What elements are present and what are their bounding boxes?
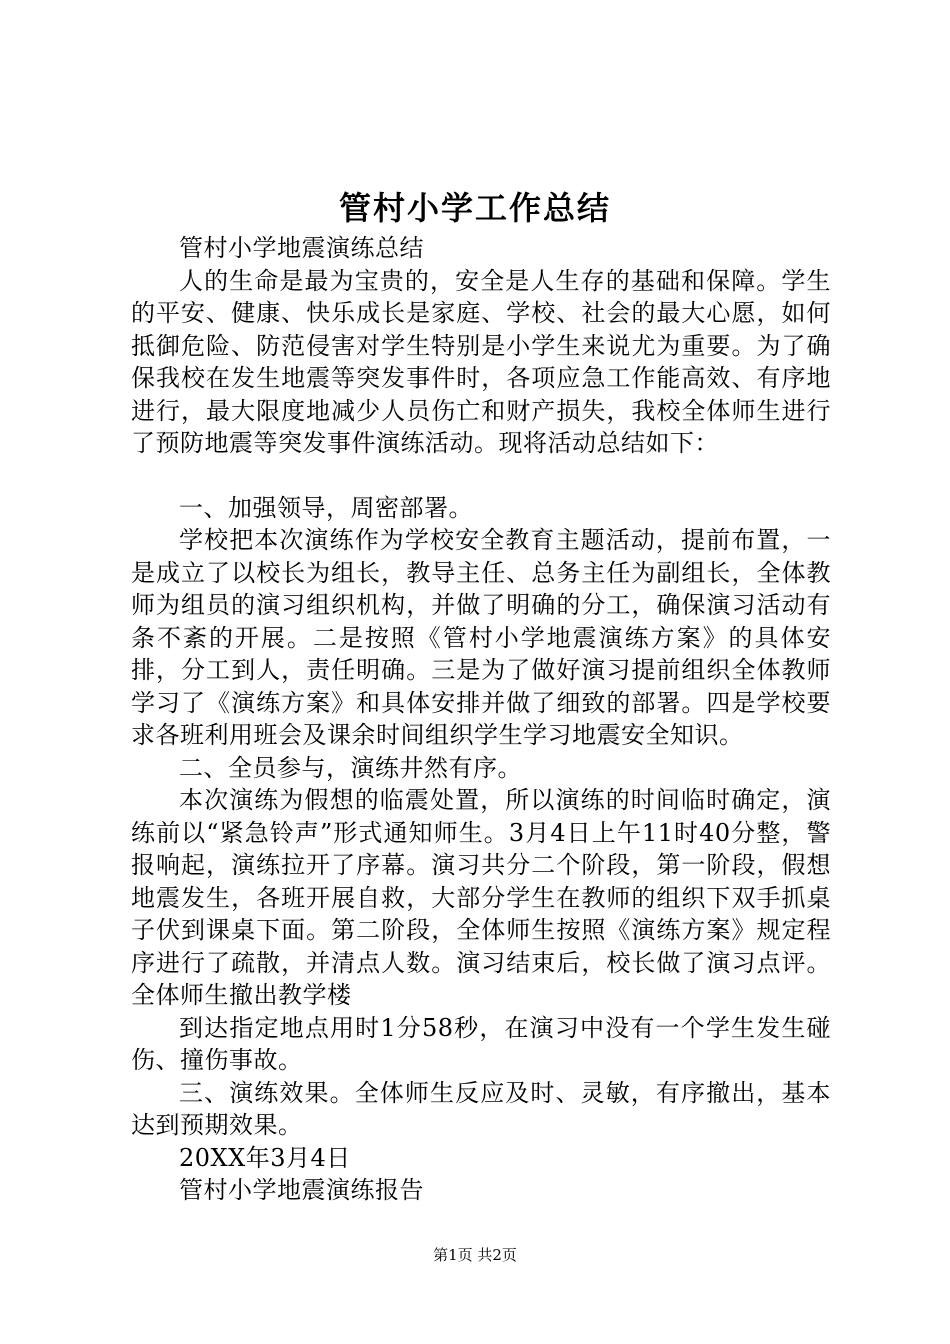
paragraph-date: 20XX年3月4日 bbox=[179, 1143, 351, 1172]
section-heading-2: 二、全员参与，演练井然有序。 bbox=[179, 753, 522, 782]
paragraph-intro: 人的生命是最为宝贵的，安全是人生存的基础和保障。学生的平安、健康、快乐成长是家庭、学校、社会的最大心愿，如何抵御危险、防范侵害对学生特别是小学生来说尤为重要。为了确保我校在发生地震等突发事件时，各项应急工作能高效、有序地进行，最大限度地减少人员伤亡和财产损失，我校全体师生进行了预防地震等突发事件演练活动。现将活动总结如下： bbox=[131, 266, 831, 457]
paragraph-section-2: 本次演练为假想的临震处置，所以演练的时间临时确定，演练前以“紧急铃声”形式通知师生。3月4日上午11时40分整，警报响起，演练拉开了序幕。演习共分二个阶段，第一阶段，假想地震发生，各班开展自救，大部分学生在教师的组织下双手抓桌子伏到课桌下面。第二阶段，全体师生按照《演练方案》规定程序进行了疏散，并清点人数。演习结束后，校长做了演习点评。全体师生撤出教学楼 bbox=[131, 786, 831, 1009]
paragraph-section-1: 学校把本次演练作为学校安全教育主题活动，提前布置，一是成立了以校长为组长，教导主任、总务主任为副组长，全体教师为组员的演习组织机构，并做了明确的分工，确保演习活动有条不紊的开展。二是按照《管村小学地震演练方案》的具体安排，分工到人，责任明确。三是为了做好演习提前组织全体教师学习了《演练方案》和具体安排并做了细致的部署。四是学校要求各班利用班会及课余时间组织学生学习地震安全知识。 bbox=[131, 526, 831, 749]
paragraph-report-title: 管村小学地震演练报告 bbox=[179, 1176, 424, 1204]
paragraph-section-2-continued: 到达指定地点用时1分58秒，在演习中没有一个学生发生碰伤、撞伤事故。 bbox=[131, 1013, 831, 1074]
section-heading-1: 一、加强领导，周密部署。 bbox=[179, 493, 473, 522]
paragraph-subtitle: 管村小学地震演练总结 bbox=[179, 234, 424, 262]
section-heading-3: 三、演练效果。全体师生反应及时、灵敏，有序撤出，基本达到预期效果。 bbox=[131, 1078, 831, 1139]
page-footer: 第1页 共2页 bbox=[433, 1246, 517, 1264]
document-title: 管村小学工作总结 bbox=[338, 189, 611, 227]
document-body bbox=[131, 232, 831, 1207]
